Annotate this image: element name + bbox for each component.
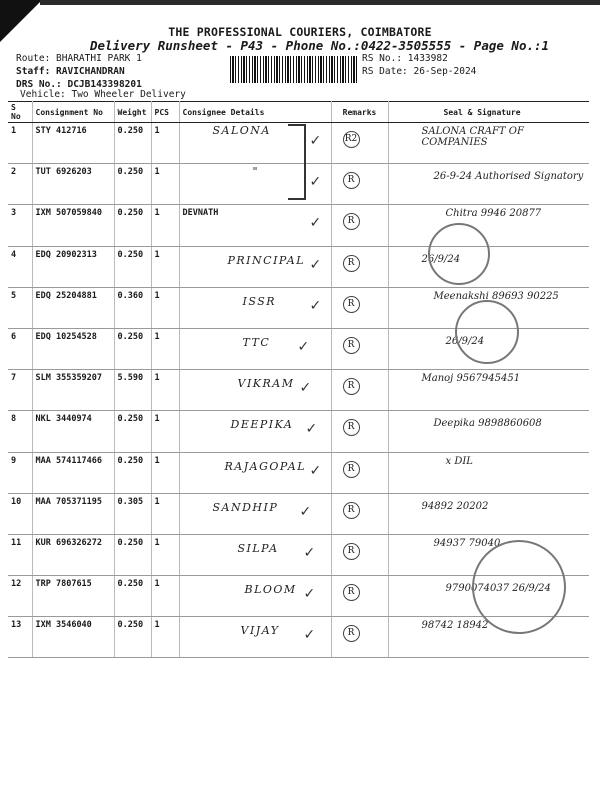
check-mark-icon: ✓ (303, 544, 316, 561)
row-pcs: 1 (151, 452, 179, 493)
check-mark-icon: ✓ (303, 586, 316, 603)
rs-number: RS No.: 1433982 (362, 53, 448, 64)
row-consignment-no: TRP 7807615 (32, 576, 114, 617)
row-consignee: SANDHIP ✓ (179, 493, 331, 534)
col-header-consignment: Consignment No (32, 102, 114, 123)
row-consignment-no: TUT 6926203 (32, 164, 114, 205)
row-seal-signature (388, 452, 589, 493)
route-label: Route: BHARATHI PARK 1 (16, 53, 142, 64)
row-pcs: 1 (151, 328, 179, 369)
row-seal-signature (388, 164, 589, 205)
remark-circle: R (343, 584, 360, 601)
signature-handwritten: 26/9/24 (421, 253, 461, 265)
row-consignment-no: MAA 574117466 (32, 452, 114, 493)
row-sno: 10 (8, 493, 32, 534)
signature-handwritten: 26/9/24 (445, 335, 485, 347)
row-sno: 6 (8, 328, 32, 369)
row-consignee: DEEPIKA ✓ (179, 411, 331, 452)
remark-circle: R (343, 213, 360, 230)
staff-label: Staff: RAVICHANDRAN (16, 66, 125, 77)
row-sno: 8 (8, 411, 32, 452)
remark-circle: R (343, 461, 360, 478)
row-consignee: PRINCIPAL ✓ (179, 246, 331, 287)
row-consignment-no: EDQ 25204881 (32, 287, 114, 328)
table-row (8, 205, 589, 246)
table-row (8, 493, 589, 534)
row-pcs: 1 (151, 370, 179, 411)
row-consignee: BLOOM ✓ (179, 576, 331, 617)
row-remarks (331, 123, 388, 164)
row-weight: 0.250 (114, 617, 151, 658)
col-header-weight: Weight (114, 102, 151, 123)
check-mark-icon: ✓ (309, 256, 322, 273)
row-weight: 0.250 (114, 328, 151, 369)
col-header-sno: S No (8, 102, 32, 123)
remark-circle: R (343, 337, 360, 354)
row-consignee: VIKRAM ✓ (179, 370, 331, 411)
drs-number: DRS No.: DCJB143398201 (16, 79, 142, 90)
remark-circle: R (343, 255, 360, 272)
vehicle-label: Vehicle: Two Wheeler Delivery (20, 89, 186, 100)
row-remarks (331, 452, 388, 493)
row-seal-signature (388, 123, 589, 164)
col-header-pcs: PCS (151, 102, 179, 123)
row-sno: 3 (8, 205, 32, 246)
row-remarks (331, 534, 388, 575)
row-pcs: 1 (151, 617, 179, 658)
row-weight: 0.250 (114, 411, 151, 452)
row-consignee (179, 205, 331, 246)
row-pcs: 1 (151, 205, 179, 246)
row-consignment-no: IXM 3546040 (32, 617, 114, 658)
row-consignee: SALONA ✓ (179, 123, 331, 164)
check-mark-icon: ✓ (297, 338, 310, 355)
remark-circle: R (343, 543, 360, 560)
signature-handwritten: 94892 20202 (421, 500, 489, 512)
row-consignment-no: MAA 705371195 (32, 493, 114, 534)
row-weight: 0.250 (114, 205, 151, 246)
table-row (8, 246, 589, 287)
row-sno: 4 (8, 246, 32, 287)
row-sno: 9 (8, 452, 32, 493)
row-pcs: 1 (151, 493, 179, 534)
remark-circle: R (343, 419, 360, 436)
check-mark-icon: ✓ (309, 133, 322, 149)
row-weight: 0.250 (114, 164, 151, 205)
row-consignment-no: EDQ 20902313 (32, 246, 114, 287)
row-consignee: ISSR ✓ (179, 287, 331, 328)
row-seal-signature (388, 370, 589, 411)
row-seal-signature (388, 493, 589, 534)
signature-handwritten: Chitra 9946 20877 (445, 208, 542, 220)
row-remarks (331, 493, 388, 534)
signature-handwritten: SALONA CRAFT OF COMPANIES (421, 126, 524, 148)
check-mark-icon: ✓ (303, 627, 316, 644)
row-consignee: " ✓ (179, 164, 331, 205)
check-mark-icon: ✓ (299, 503, 312, 520)
row-remarks (331, 411, 388, 452)
check-mark-icon: ✓ (309, 174, 322, 191)
table-header-row (8, 102, 589, 123)
remark-circle: R (343, 296, 360, 313)
signature-handwritten: Meenakshi 89693 90225 (433, 290, 559, 302)
signature-handwritten: x DIL (445, 455, 473, 467)
check-mark-icon: ✓ (309, 297, 322, 314)
remark-circle: R (343, 502, 360, 519)
signature-handwritten: Deepika 9898860608 (433, 418, 542, 430)
signature-handwritten: 26-9-24 Authorised Signatory (433, 171, 584, 183)
row-sno: 2 (8, 164, 32, 205)
barcode (230, 56, 358, 83)
rs-date: RS Date: 26-Sep-2024 (362, 66, 477, 77)
row-weight: 0.250 (114, 452, 151, 493)
table-row (8, 370, 589, 411)
row-sno: 7 (8, 370, 32, 411)
row-remarks (331, 164, 388, 205)
row-consignee: TTC ✓ (179, 328, 331, 369)
row-consignee-printed: DEVNATH (182, 208, 219, 219)
row-consignment-no: EDQ 10254528 (32, 328, 114, 369)
col-header-remarks: Remarks (331, 102, 388, 123)
signature-handwritten: 9790074037 26/9/24 (445, 583, 551, 595)
row-sno: 1 (8, 123, 32, 164)
row-seal-signature (388, 205, 589, 246)
col-header-seal: Seal & Signature (388, 102, 589, 123)
row-remarks (331, 576, 388, 617)
courier-stamp-round-3 (472, 540, 566, 634)
table-row (8, 452, 589, 493)
row-weight: 0.250 (114, 246, 151, 287)
row-weight: 0.305 (114, 493, 151, 534)
signature-handwritten: 94937 79040 (433, 537, 501, 549)
check-mark-icon: ✓ (309, 215, 322, 232)
row-remarks (331, 370, 388, 411)
remark-circle: R (343, 625, 360, 642)
signature-handwritten: 98742 18942 (421, 620, 489, 632)
col-header-consignee: Consignee Details (179, 102, 331, 123)
remark-circle: R (343, 172, 360, 189)
row-weight: 0.250 (114, 534, 151, 575)
row-consignment-no: KUR 696326272 (32, 534, 114, 575)
row-sno: 12 (8, 576, 32, 617)
check-mark-icon: ✓ (309, 462, 322, 479)
remark-circle: R (343, 378, 360, 395)
scan-top-edge (40, 0, 600, 5)
row-consignee: SILPA ✓ (179, 534, 331, 575)
row-sno: 5 (8, 287, 32, 328)
company-title: THE PROFESSIONAL COURIERS, COIMBATORE (168, 25, 432, 39)
signature-handwritten: Manoj 9567945451 (421, 373, 521, 385)
row-seal-signature (388, 411, 589, 452)
check-mark-icon: ✓ (305, 421, 318, 438)
row-remarks (331, 287, 388, 328)
row-consignment-no: NKL 3440974 (32, 411, 114, 452)
row-pcs: 1 (151, 246, 179, 287)
row-pcs: 1 (151, 534, 179, 575)
row-sno: 11 (8, 534, 32, 575)
table-row (8, 411, 589, 452)
row-remarks (331, 205, 388, 246)
row-consignment-no: STY 412716 (32, 123, 114, 164)
row-remarks (331, 246, 388, 287)
row-pcs: 1 (151, 164, 179, 205)
row-sno: 13 (8, 617, 32, 658)
row-pcs: 1 (151, 287, 179, 328)
row-weight: 0.250 (114, 123, 151, 164)
row-weight: 0.360 (114, 287, 151, 328)
remark-circle: R2 (343, 131, 360, 148)
courier-stamp-round-1 (428, 223, 490, 285)
row-consignment-no: IXM 507059840 (32, 205, 114, 246)
handwritten-bracket (288, 124, 306, 200)
courier-stamp-round-2 (455, 300, 519, 364)
row-remarks (331, 617, 388, 658)
row-consignee: VIJAY ✓ (179, 617, 331, 658)
row-consignee: RAJAGOPAL ✓ (179, 452, 331, 493)
row-weight: 0.250 (114, 576, 151, 617)
row-pcs: 1 (151, 411, 179, 452)
row-remarks (331, 328, 388, 369)
row-weight: 5.590 (114, 370, 151, 411)
row-pcs: 1 (151, 576, 179, 617)
check-mark-icon: ✓ (299, 380, 312, 397)
runsheet-title: Delivery Runsheet - P43 - Phone No.:0422-3505555 - Page No.:1 (90, 38, 550, 53)
row-consignment-no: SLM 355359207 (32, 370, 114, 411)
row-pcs: 1 (151, 123, 179, 164)
